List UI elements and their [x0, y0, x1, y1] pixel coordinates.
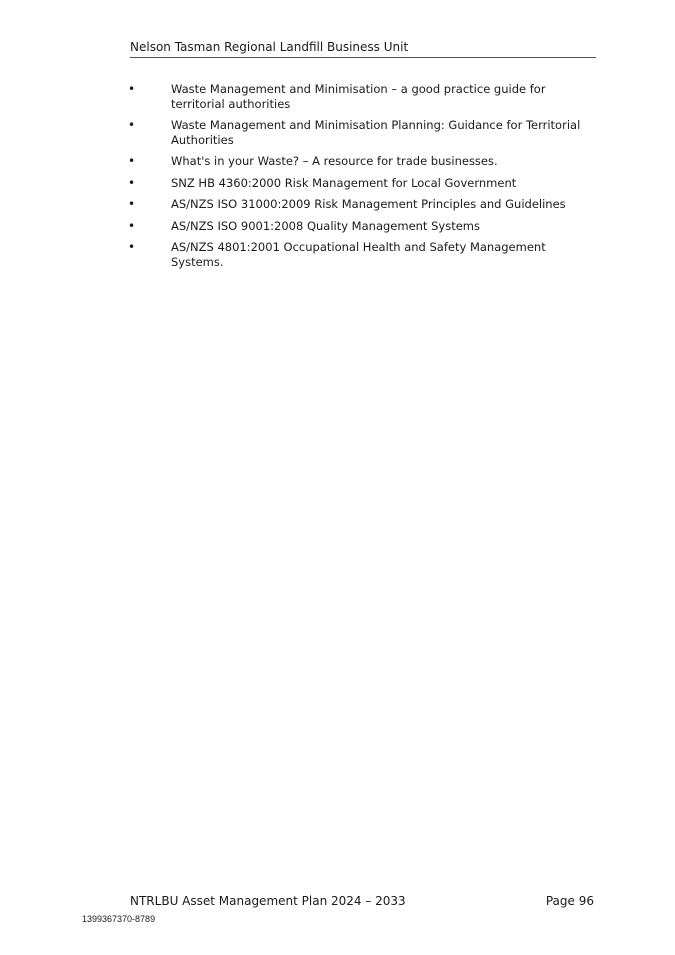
footer-document-title: NTRLBU Asset Management Plan 2024 – 2033	[130, 894, 406, 908]
list-item	[126, 219, 596, 234]
header-title: Nelson Tasman Regional Landfill Business Unit	[130, 40, 409, 54]
bullet-icon: •	[128, 175, 136, 190]
footer-page-number: Page 96	[545, 894, 594, 908]
list-item-text: Waste Management and Minimisation Planning: Guidance for Territorial Authorities	[171, 118, 581, 147]
list-item	[126, 176, 596, 191]
bullet-icon: •	[128, 218, 136, 233]
page-header	[130, 40, 596, 58]
list-item	[126, 197, 596, 212]
bullet-icon: •	[128, 118, 136, 132]
list-item	[126, 82, 596, 111]
document-id: 1399367370-8789	[82, 914, 156, 924]
bullet-icon: •	[128, 240, 136, 254]
list-item	[126, 118, 596, 147]
list-item-text: AS/NZS 4801:2001 Occupational Health and Safety Management Systems.	[171, 240, 546, 269]
list-item-text: SNZ HB 4360:2000 Risk Management for Local Government	[171, 175, 517, 190]
reference-list	[126, 82, 596, 276]
bullet-icon: •	[128, 82, 136, 96]
list-item-text: AS/NZS ISO 31000:2009 Risk Management Principles and Guidelines	[171, 197, 566, 211]
list-item-text: Waste Management and Minimisation – a good practice guide for territorial authorities	[171, 82, 546, 111]
bullet-icon: •	[128, 197, 136, 211]
list-item-text: AS/NZS ISO 9001:2008 Quality Management Systems	[171, 218, 480, 233]
list-item	[126, 154, 596, 169]
list-item	[126, 240, 596, 269]
bullet-icon: •	[128, 154, 136, 168]
list-item-text: What's in your Waste? – A resource for trade businesses.	[171, 154, 498, 168]
